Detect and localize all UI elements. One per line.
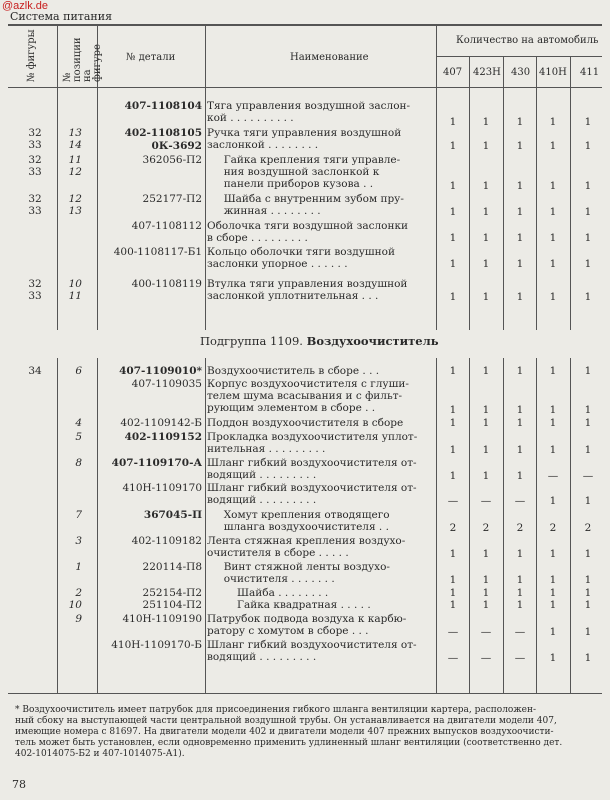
position-number: 9 bbox=[75, 613, 82, 625]
quantity-cell: 1 bbox=[584, 180, 592, 192]
quantity-cell: 1 bbox=[549, 404, 557, 416]
part-name: Воздухоочиститель в сборе . . . bbox=[207, 365, 380, 377]
quantity-cell: 1 bbox=[449, 206, 457, 218]
vline bbox=[570, 358, 571, 693]
vline bbox=[570, 56, 571, 330]
quantity-cell: 1 bbox=[549, 258, 557, 270]
quantity-cell: 1 bbox=[584, 291, 592, 303]
quantity-cell: 2 bbox=[449, 522, 457, 534]
part-name: Лента стяжная крепления воздухо- очистителя в сборе . . . . . bbox=[207, 535, 406, 559]
header-model: 407 bbox=[443, 67, 463, 78]
quantity-cell: 1 bbox=[449, 404, 457, 416]
part-number: 402-1109182 bbox=[131, 535, 202, 547]
part-number: 410Н-1109190 bbox=[122, 613, 202, 625]
header-model: 423Н bbox=[473, 67, 501, 78]
footnote: * Воздухоочиститель имеет патрубок для присоединения гибкого шланга вентиляции картера, расположен- ный сбоку на выступающей части центральной воздушной трубы. Он устанавливается на двигатели модели 407, имеющие номера с 81697. На двигатели модели 402 и двигатели модели 407 прежних выпусков воздухоочисти- тель может быть установлен, если одновременно применить удлиненный шланг вентиляции (соответственно дет. 402-1014075-Б2 и 407-1014075-А1). bbox=[15, 705, 563, 759]
quantity-cell: 1 bbox=[516, 232, 524, 244]
subgroup-title: Подгруппа 1109. bbox=[200, 334, 303, 348]
quantity-cell: — bbox=[547, 470, 559, 482]
figure-number: 32 33 bbox=[28, 154, 42, 178]
part-name: Прокладка воздухоочистителя уплот- нительная . . . . . . . . . bbox=[207, 431, 418, 455]
part-number: 407-1108104 bbox=[124, 100, 202, 112]
part-name: Шланг гибкий воздухоочистителя от- водящий . . . . . . . . . bbox=[207, 639, 417, 663]
quantity-cell: 1 bbox=[584, 599, 592, 611]
quantity-cell: — bbox=[514, 495, 526, 507]
quantity-cell: 1 bbox=[516, 548, 524, 560]
position-number: 5 bbox=[75, 431, 82, 443]
quantity-cell: 1 bbox=[549, 548, 557, 560]
quantity-cell: 1 bbox=[516, 587, 524, 599]
watermark: @azlk.de bbox=[2, 0, 49, 12]
position-number: 11 12 bbox=[68, 154, 82, 178]
quantity-cell: 1 bbox=[516, 574, 524, 586]
part-number: 410Н-1109170 bbox=[122, 482, 202, 494]
quantity-cell: 1 bbox=[449, 599, 457, 611]
quantity-cell: 1 bbox=[549, 444, 557, 456]
quantity-cell: 1 bbox=[482, 232, 490, 244]
quantity-cell: 1 bbox=[482, 404, 490, 416]
quantity-cell: 1 bbox=[584, 232, 592, 244]
quantity-cell: 1 bbox=[516, 365, 524, 377]
quantity-cell: 1 bbox=[482, 116, 490, 128]
part-number: 252177-П2 bbox=[142, 193, 202, 205]
part-number: 0К-3692 bbox=[151, 140, 202, 152]
quantity-cell: — bbox=[514, 652, 526, 664]
vline bbox=[97, 358, 98, 693]
quantity-cell: 1 bbox=[516, 599, 524, 611]
position-number: 12 13 bbox=[68, 193, 82, 217]
position-number: 6 bbox=[75, 365, 82, 377]
part-number: 400-1108117-Б1 bbox=[113, 246, 202, 258]
quantity-cell: 1 bbox=[482, 140, 490, 152]
quantity-cell: 1 bbox=[584, 495, 592, 507]
part-number: 402-1109152 bbox=[124, 431, 202, 443]
position-number: 2 bbox=[75, 587, 82, 599]
quantity-cell: 1 bbox=[584, 587, 592, 599]
quantity-cell: 1 bbox=[516, 258, 524, 270]
quantity-cell: 1 bbox=[584, 116, 592, 128]
part-name: Хомут крепления отводящего шланга воздухоочистителя . . bbox=[223, 509, 390, 533]
part-number: 252154-П2 bbox=[142, 587, 202, 599]
quantity-cell: 1 bbox=[549, 291, 557, 303]
quantity-cell: 1 bbox=[449, 587, 457, 599]
quantity-cell: 1 bbox=[549, 495, 557, 507]
header-model: 410Н bbox=[539, 67, 567, 78]
quantity-cell: 1 bbox=[449, 574, 457, 586]
part-number: 362056-П2 bbox=[142, 154, 202, 166]
quantity-cell: 1 bbox=[549, 365, 557, 377]
quantity-cell: 1 bbox=[482, 470, 490, 482]
part-number: 402-1109142-Б bbox=[120, 417, 202, 429]
quantity-cell: 1 bbox=[482, 365, 490, 377]
quantity-cell: 1 bbox=[516, 140, 524, 152]
part-name: Шайба с внутренним зубом пру- жинная . . . . . . . . bbox=[223, 193, 404, 217]
quantity-cell: 1 bbox=[482, 548, 490, 560]
subgroup-heading bbox=[200, 334, 439, 348]
quantity-cell: 1 bbox=[516, 206, 524, 218]
quantity-cell: 1 bbox=[549, 587, 557, 599]
rule-qty-mid bbox=[436, 56, 602, 57]
part-name: Оболочка тяги воздушной заслонки в сборе . . . . . . . . . bbox=[207, 220, 409, 244]
quantity-cell: 1 bbox=[516, 291, 524, 303]
position-number: 13 14 bbox=[68, 127, 82, 151]
quantity-cell: — bbox=[480, 495, 492, 507]
quantity-cell: 1 bbox=[549, 116, 557, 128]
quantity-cell: 1 bbox=[549, 180, 557, 192]
subgroup-name: Воздухоочиститель bbox=[306, 334, 439, 348]
header-name: Наименование bbox=[290, 52, 369, 63]
quantity-cell: — bbox=[582, 470, 594, 482]
vline bbox=[205, 24, 206, 330]
quantity-cell: 1 bbox=[516, 180, 524, 192]
part-name: Тяга управления воздушной заслон- кой . . . . . . . . . . bbox=[207, 100, 411, 124]
quantity-cell: 1 bbox=[516, 417, 524, 429]
quantity-cell: 1 bbox=[549, 140, 557, 152]
quantity-cell: 2 bbox=[584, 522, 592, 534]
part-number: 220114-П8 bbox=[142, 561, 202, 573]
vline bbox=[503, 56, 504, 330]
quantity-cell: 2 bbox=[482, 522, 490, 534]
quantity-cell: 1 bbox=[584, 548, 592, 560]
part-number: 407-1109035 bbox=[131, 378, 202, 390]
quantity-cell: 1 bbox=[584, 626, 592, 638]
vline bbox=[57, 24, 58, 330]
part-name: Ручка тяги управления воздушной заслонкой . . . . . . . . bbox=[207, 127, 402, 151]
quantity-cell: 1 bbox=[449, 470, 457, 482]
section-title: Система питания bbox=[10, 10, 113, 23]
quantity-cell: — bbox=[447, 652, 459, 664]
part-number: 251104-П2 bbox=[142, 599, 202, 611]
header-model: 411 bbox=[580, 67, 600, 78]
position-number: 3 bbox=[75, 535, 82, 547]
quantity-cell: 1 bbox=[549, 626, 557, 638]
part-name: Втулка тяги управления воздушной заслонкой уплотнительная . . . bbox=[207, 278, 408, 302]
rule-bottom bbox=[8, 693, 602, 694]
quantity-cell: 1 bbox=[482, 180, 490, 192]
quantity-cell: 1 bbox=[549, 652, 557, 664]
position-number: 1 bbox=[75, 561, 82, 573]
part-name: Гайка крепления тяги управле- ния воздушной заслонкой к панели приборов кузова . . bbox=[223, 154, 401, 190]
quantity-cell: 1 bbox=[449, 365, 457, 377]
part-number: 407-1109010* bbox=[119, 365, 202, 377]
vline bbox=[57, 358, 58, 693]
vline bbox=[536, 358, 537, 693]
vline bbox=[436, 358, 437, 693]
figure-number: 32 33 bbox=[28, 278, 42, 302]
quantity-cell: 1 bbox=[482, 206, 490, 218]
part-name: Поддон воздухоочистителя в сборе bbox=[207, 417, 404, 429]
quantity-cell: 1 bbox=[549, 232, 557, 244]
vline bbox=[469, 358, 470, 693]
part-number: 407-1108112 bbox=[131, 220, 202, 232]
quantity-cell: 1 bbox=[549, 206, 557, 218]
quantity-cell: 1 bbox=[449, 180, 457, 192]
quantity-cell: 1 bbox=[584, 365, 592, 377]
position-number: 10 bbox=[68, 599, 82, 611]
part-number: 407-1109170-А bbox=[111, 457, 202, 469]
part-name: Шайба . . . . . . . . bbox=[207, 587, 329, 599]
header-part-number: № детали bbox=[126, 52, 176, 63]
quantity-cell: 1 bbox=[482, 258, 490, 270]
vline bbox=[536, 56, 537, 330]
quantity-cell: 1 bbox=[449, 140, 457, 152]
part-name: Гайка квадратная . . . . . bbox=[207, 599, 371, 611]
quantity-cell: — bbox=[514, 626, 526, 638]
quantity-cell: 1 bbox=[516, 470, 524, 482]
vline bbox=[205, 358, 206, 693]
quantity-cell: 1 bbox=[549, 417, 557, 429]
quantity-cell: 1 bbox=[549, 599, 557, 611]
quantity-cell: 1 bbox=[449, 444, 457, 456]
part-name: Корпус воздухоочистителя с глуши- телем шума всасывания и с фильт- рующим элементом в сборе . . bbox=[207, 378, 409, 414]
quantity-cell: 1 bbox=[584, 404, 592, 416]
header-quantity: Количество на автомобиль bbox=[456, 35, 599, 46]
part-number: 367045-П bbox=[143, 509, 202, 521]
position-number: 7 bbox=[75, 509, 82, 521]
part-name: Шланг гибкий воздухоочистителя от- водящий . . . . . . . . . bbox=[207, 482, 417, 506]
vline bbox=[469, 56, 470, 330]
quantity-cell: 1 bbox=[449, 548, 457, 560]
quantity-cell: — bbox=[447, 495, 459, 507]
header-figure: № фигуры bbox=[26, 29, 37, 82]
quantity-cell: 1 bbox=[482, 444, 490, 456]
quantity-cell: 1 bbox=[549, 574, 557, 586]
quantity-cell: 1 bbox=[449, 291, 457, 303]
quantity-cell: 1 bbox=[584, 417, 592, 429]
quantity-cell: 1 bbox=[449, 116, 457, 128]
header-model: 430 bbox=[511, 67, 531, 78]
quantity-cell: 1 bbox=[449, 258, 457, 270]
quantity-cell: 1 bbox=[584, 574, 592, 586]
position-number: 4 bbox=[75, 417, 82, 429]
position-number: 10 11 bbox=[68, 278, 82, 302]
page-number: 78 bbox=[12, 778, 26, 791]
part-number: 400-1108119 bbox=[131, 278, 202, 290]
header-position: № позиции на фигуре bbox=[62, 37, 103, 82]
quantity-cell: 1 bbox=[516, 444, 524, 456]
quantity-cell: 1 bbox=[449, 417, 457, 429]
part-name: Шланг гибкий воздухоочистителя от- водящий . . . . . . . . . bbox=[207, 457, 417, 481]
quantity-cell: 1 bbox=[482, 574, 490, 586]
figure-number: 32 33 bbox=[28, 193, 42, 217]
part-name: Винт стяжной ленты воздухо- очистителя . . . . . . . bbox=[223, 561, 390, 585]
quantity-cell: 1 bbox=[584, 206, 592, 218]
quantity-cell: 1 bbox=[584, 444, 592, 456]
quantity-cell: 1 bbox=[516, 404, 524, 416]
quantity-cell: 1 bbox=[584, 140, 592, 152]
part-number: 410Н-1109170-Б bbox=[111, 639, 202, 651]
figure-number: 32 33 bbox=[28, 127, 42, 151]
position-number: 8 bbox=[75, 457, 82, 469]
quantity-cell: 1 bbox=[482, 587, 490, 599]
part-name: Патрубок подвода воздуха к карбю- ратору с хомутом в сборе . . . bbox=[207, 613, 407, 637]
quantity-cell: 1 bbox=[482, 417, 490, 429]
quantity-cell: 2 bbox=[516, 522, 524, 534]
quantity-cell: 1 bbox=[584, 652, 592, 664]
quantity-cell: 1 bbox=[449, 232, 457, 244]
quantity-cell: 1 bbox=[516, 116, 524, 128]
quantity-cell: 1 bbox=[584, 258, 592, 270]
quantity-cell: — bbox=[447, 626, 459, 638]
quantity-cell: 1 bbox=[482, 291, 490, 303]
part-number: 402-1108105 bbox=[124, 127, 202, 139]
vline bbox=[436, 24, 437, 330]
part-name: Кольцо оболочки тяги воздушной заслонки упорное . . . . . . bbox=[207, 246, 395, 270]
vline bbox=[503, 358, 504, 693]
figure-number: 34 bbox=[28, 365, 42, 377]
quantity-cell: 2 bbox=[549, 522, 557, 534]
quantity-cell: — bbox=[480, 652, 492, 664]
quantity-cell: — bbox=[480, 626, 492, 638]
quantity-cell: 1 bbox=[482, 599, 490, 611]
